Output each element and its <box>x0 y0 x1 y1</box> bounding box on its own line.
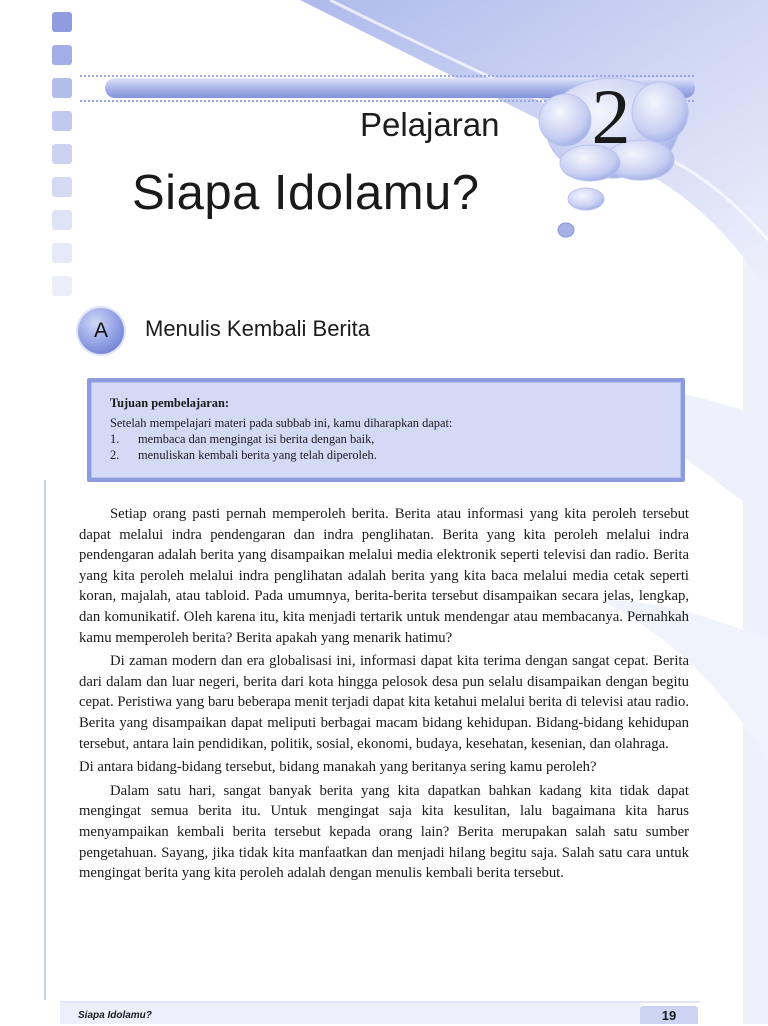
decor-square <box>52 144 72 164</box>
body-text <box>79 504 689 884</box>
decor-square <box>52 210 72 230</box>
paragraph: Dalam satu hari, sangat banyak berita yang kita dapatkan bahkan kadang kita tidak dapat mengingat semua berita itu. Untuk mengingat saja kita kesulitan, lalu bagaimana kita harus menyampaikan kembali berita tersebut kepada orang lain? Berita merupakan salah satu sumber pengetahuan. Sayang, jika tidak kita manfaatkan dan menjadi hilang begitu saja. Salah satu cara untuk mengingat berita yang kita peroleh adalah dengan menulis kembali berita tersebut. <box>79 782 689 882</box>
lesson-label: Pelajaran <box>360 106 500 143</box>
objective-item <box>110 447 663 463</box>
decor-square <box>52 243 72 263</box>
paragraph: Setiap orang pasti pernah memperoleh berita. Berita atau informasi yang kita peroleh tersebut dapat melalui indra pendengaran dan indra penglihatan. Berita yang kita peroleh melalui indra pendengaran adalah berita yang disampaikan melalui media elektronik seperti televisi dan radio. Berita yang kita peroleh melalui indra penglihatan adalah berita yang kita baca melalui media cetak seperti koran, majalah, atau tabloid. Pada umumnya, berita-berita tersebut disampaikan secara jelas, lengkap, dan komunikatif. Oleh karena itu, kita menjadi tertarik untuk mendengar atau membacanya. Pernahkah kamu memperoleh berita? Berita apakah yang menarik hatimu? <box>79 506 689 646</box>
page-title: Siapa Idolamu? <box>132 166 480 220</box>
objective-text: membaca dan mengingat isi berita dengan baik, <box>138 432 375 446</box>
objectives-intro: Setelah mempelajari materi pada subbab ini, kamu diharapkan dapat: <box>110 416 453 430</box>
decor-square <box>52 78 72 98</box>
decor-square <box>52 12 72 32</box>
decor-square <box>52 276 72 296</box>
footer-title: Siapa Idolamu? <box>78 1010 152 1021</box>
paragraph: Di zaman modern dan era globalisasi ini, informasi dapat kita terima dengan sangat cepat. Berita dari dalam dan luar negeri, berita dari kota hingga pelosok desa pun selalu disampaikan dengan begitu cepat. Peristiwa yang baru beberapa menit terjadi dapat kita ketahui melalui berita di televisi atau radio. Berita yang disampaikan dapat meliputi berbagai macam bidang kehidupan. Bidang-bidang kehidupan tersebut, antara lain pendidikan, politik, sosial, ekonomi, budaya, kesehatan, kesenian, dan olahraga. <box>79 653 689 752</box>
learning-objectives-box <box>87 378 685 482</box>
lesson-number: 2 <box>591 73 631 160</box>
objective-text: menuliskan kembali berita yang telah diperoleh. <box>138 448 377 462</box>
section-badge <box>78 308 124 354</box>
objectives-heading: Tujuan pembelajaran: <box>110 396 229 410</box>
decor-square <box>52 111 72 131</box>
section-title: Menulis Kembali Berita <box>145 316 370 341</box>
decor-square <box>52 177 72 197</box>
objective-number: 1. <box>110 432 120 446</box>
paragraph: Di antara bidang-bidang tersebut, bidang manakah yang beritanya sering kamu peroleh? <box>79 759 597 776</box>
page-number: 19 <box>640 1006 698 1024</box>
section-badge-letter: A <box>93 319 108 342</box>
objective-number: 2. <box>110 448 120 462</box>
objective-item <box>110 431 663 447</box>
decor-square <box>52 45 72 65</box>
